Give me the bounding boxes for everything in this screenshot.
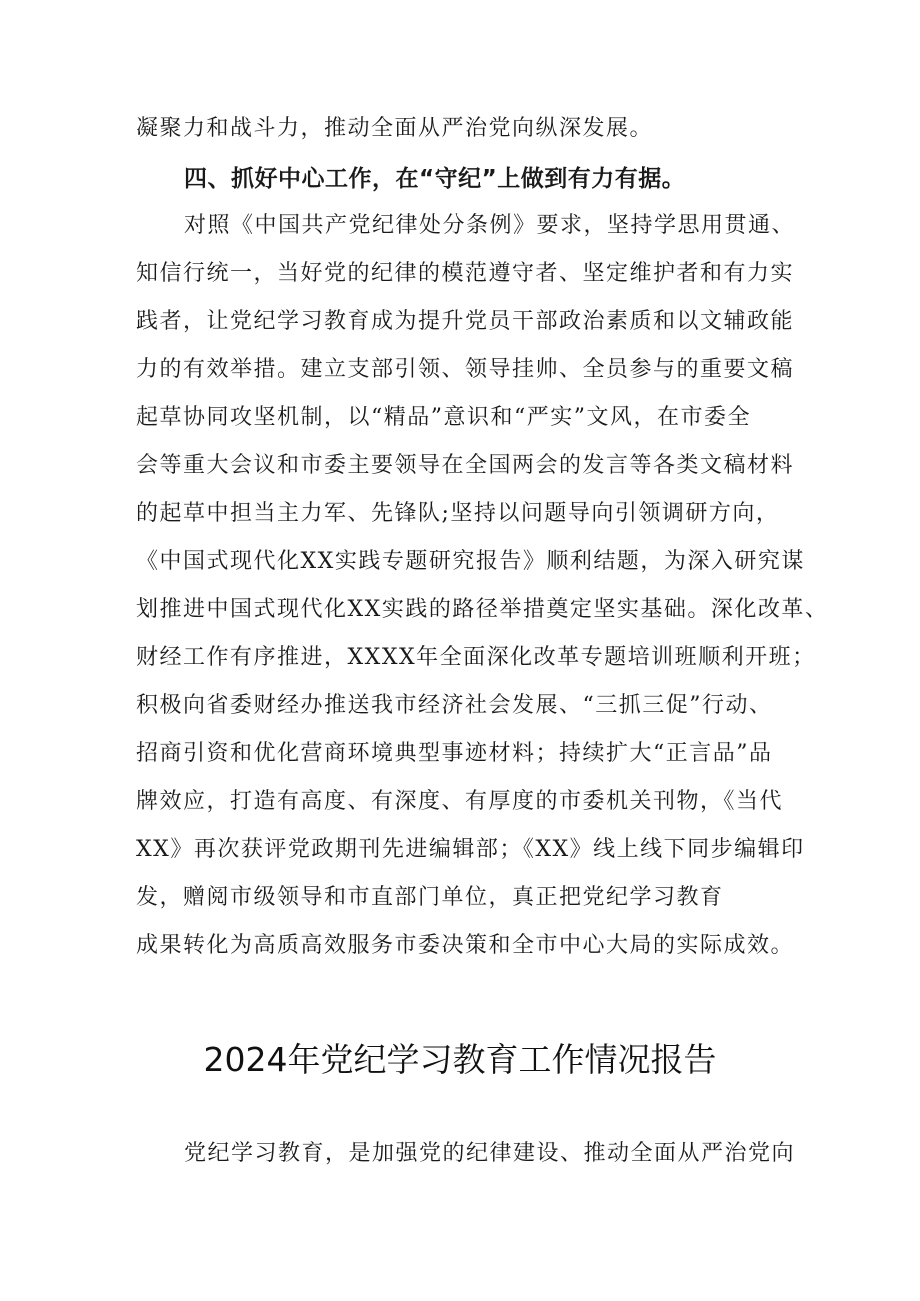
paragraph-line: 《中国式现代化XX实践专题研究报告》顺利结题，为深入研究谋 <box>136 549 805 574</box>
paragraph-line: 招商引资和优化营商环境典型事迹材料；持续扩大“正言品”品 <box>136 741 773 766</box>
paragraph-line: 践者，让党纪学习教育成为提升党员干部政治素质和以文辅政能 <box>136 309 795 334</box>
paragraph-line: 起草协同攻坚机制，以“精品”意识和“严实”文风，在市委全 <box>136 405 751 430</box>
section-heading: 四、抓好中心工作，在“守纪”上做到有力有据。 <box>184 166 686 192</box>
paragraph-line: 的起草中担当主力军、先锋队;坚持以问题导向引领调研方向， <box>136 501 780 526</box>
paragraph-line: 知信行统一，当好党的纪律的模范遵守者、坚定维护者和有力实 <box>136 261 795 286</box>
paragraph-line: XX》再次获评党政期刊先进编辑部；《XX》线上线下同步编辑印 <box>136 837 805 862</box>
paragraph-line: 对照《中国共产党纪律处分条例》要求，坚持学思用贯通、 <box>184 213 796 238</box>
paragraph-line: 成果转化为高质高效服务市委决策和全市中心大局的实际成效。 <box>136 933 795 958</box>
paragraph-line: 牌效应，打造有高度、有深度、有厚度的市委机关刊物，《当代 <box>136 789 784 814</box>
paragraph-line: 发，赠阅市级领导和市直部门单位，真正把党纪学习教育 <box>136 885 724 910</box>
paragraph-line: 党纪学习教育，是加强党的纪律建设、推动全面从严治党向 <box>184 1141 796 1166</box>
paragraph-line: 划推进中国式现代化XX实践的路径举措奠定坚实基础。深化改革、 <box>136 597 829 622</box>
paragraph-line: 会等重大会议和市委主要领导在全国两会的发言等各类文稿材料 <box>136 453 795 478</box>
paragraph-line: 财经工作有序推进，XXXX年全面深化改革专题培训班顺利开班； <box>136 645 816 670</box>
paragraph-line: 凝聚力和战斗力，推动全面从严治党向纵深发展。 <box>136 116 654 141</box>
paragraph-line: 力的有效举措。建立支部引领、领导挂帅、全员参与的重要文稿 <box>136 357 795 382</box>
report-title: 2024年党纪学习教育工作情况报告 <box>203 1040 717 1079</box>
paragraph-line: 积极向省委财经办推送我市经济社会发展、“三抓三促”行动、 <box>136 693 773 718</box>
